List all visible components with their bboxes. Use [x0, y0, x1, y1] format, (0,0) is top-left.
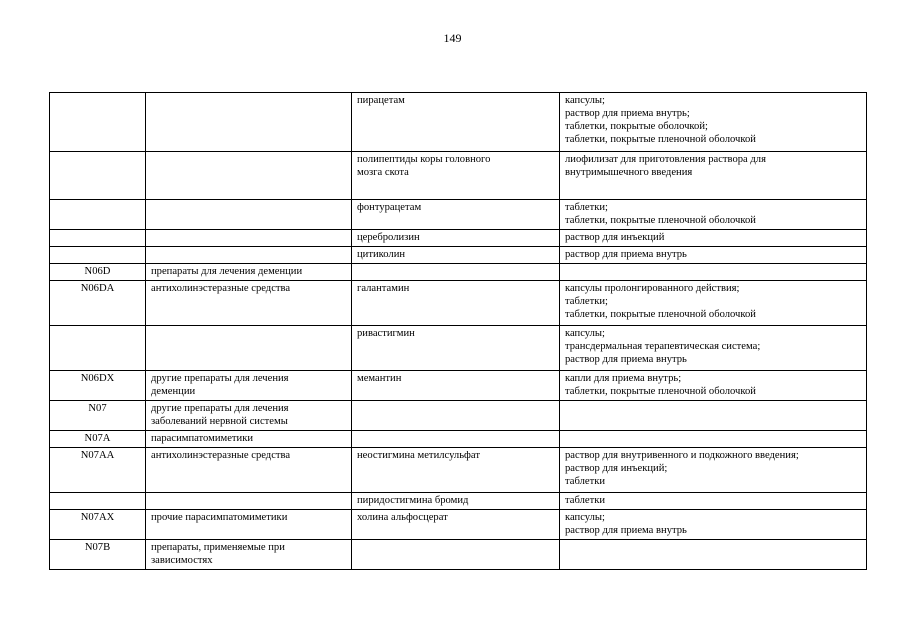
cell-line: лиофилизат для приготовления раствора для	[565, 154, 766, 165]
drug-name-cell	[352, 493, 560, 510]
group-name-cell	[146, 152, 352, 200]
dosage-forms-cell	[560, 93, 867, 152]
group-name-cell	[146, 493, 352, 510]
cell-line: ривастигмин	[357, 328, 415, 339]
dosage-forms-cell	[560, 326, 867, 371]
group-name-cell	[146, 431, 352, 448]
table-row	[50, 247, 867, 264]
atc-code-cell	[50, 326, 146, 371]
cell-line: таблетки, покрытые пленочной оболочкой	[565, 215, 756, 226]
cell-line: таблетки	[565, 495, 606, 506]
cell-line: внутримышечного введения	[565, 167, 693, 178]
table-row	[50, 93, 867, 152]
dosage-forms-cell	[560, 152, 867, 200]
dosage-forms-cell	[560, 401, 867, 431]
cell-line: антихолинэстеразные средства	[151, 450, 291, 461]
group-name-cell	[146, 230, 352, 247]
drug-name-cell	[352, 540, 560, 570]
dosage-forms-cell	[560, 281, 867, 326]
atc-code-cell	[50, 200, 146, 230]
drug-name-cell	[352, 264, 560, 281]
cell-line: трансдермальная терапевтическая система;	[565, 341, 761, 352]
dosage-forms-cell	[560, 493, 867, 510]
drug-name-cell	[352, 448, 560, 493]
cell-line: раствор для приема внутрь;	[565, 108, 690, 119]
atc-code-cell: N06DA	[50, 281, 146, 326]
cell-line: раствор для приема внутрь	[565, 525, 687, 536]
cell-line: таблетки, покрытые пленочной оболочкой	[565, 134, 756, 145]
drug-name-cell	[352, 281, 560, 326]
group-name-cell	[146, 540, 352, 570]
atc-code-cell	[50, 247, 146, 264]
atc-code-cell	[50, 152, 146, 200]
dosage-forms-cell	[560, 230, 867, 247]
cell-line: раствор для приема внутрь	[565, 354, 687, 365]
table-row	[50, 281, 867, 326]
cell-line: капсулы;	[565, 328, 605, 339]
group-name-cell	[146, 448, 352, 493]
atc-code-cell: N07AA	[50, 448, 146, 493]
drug-name-cell	[352, 510, 560, 540]
cell-line: таблетки, покрытые оболочкой;	[565, 121, 708, 132]
cell-line: раствор для инъекций;	[565, 463, 668, 474]
cell-line: препараты для лечения деменции	[151, 266, 303, 277]
cell-line: пирацетам	[357, 95, 405, 106]
cell-line: капли для приема внутрь;	[565, 373, 682, 384]
cell-line: таблетки;	[565, 296, 608, 307]
cell-line: заболеваний нервной системы	[151, 416, 288, 427]
table-row	[50, 431, 867, 448]
drug-name-cell	[352, 230, 560, 247]
cell-line: другие препараты для лечения	[151, 373, 289, 384]
group-name-cell	[146, 200, 352, 230]
table-row	[50, 326, 867, 371]
atc-code-cell: N07B	[50, 540, 146, 570]
drug-name-cell	[352, 326, 560, 371]
cell-line: таблетки	[565, 476, 606, 487]
drug-name-cell	[352, 152, 560, 200]
drug-name-cell	[352, 247, 560, 264]
table-row	[50, 493, 867, 510]
cell-line: прочие парасимпатомиметики	[151, 512, 288, 523]
cell-line: раствор для приема внутрь	[565, 249, 687, 260]
group-name-cell	[146, 264, 352, 281]
dosage-forms-cell	[560, 200, 867, 230]
table-row	[50, 448, 867, 493]
group-name-cell	[146, 326, 352, 371]
cell-line: другие препараты для лечения	[151, 403, 289, 414]
dosage-forms-cell	[560, 247, 867, 264]
cell-line: раствор для внутривенного и подкожного введения;	[565, 450, 799, 461]
cell-line: мозга скота	[357, 167, 409, 178]
atc-code-cell: N06D	[50, 264, 146, 281]
cell-line: неостигмина метилсульфат	[357, 450, 480, 461]
group-name-cell	[146, 281, 352, 326]
cell-line: таблетки, покрытые пленочной оболочкой	[565, 309, 756, 320]
group-name-cell	[146, 510, 352, 540]
cell-line: капсулы;	[565, 95, 605, 106]
cell-line: церебролизин	[357, 232, 420, 243]
table-row	[50, 152, 867, 200]
drug-table	[49, 92, 867, 570]
cell-line: полипептиды коры головного	[357, 154, 491, 165]
atc-code-cell: N07A	[50, 431, 146, 448]
cell-line: раствор для инъекций	[565, 232, 665, 243]
dosage-forms-cell	[560, 540, 867, 570]
cell-line: цитиколин	[357, 249, 406, 260]
cell-line: таблетки;	[565, 202, 608, 213]
cell-line: холина альфосцерат	[357, 512, 448, 523]
dosage-forms-cell	[560, 371, 867, 401]
cell-line: препараты, применяемые при	[151, 542, 285, 553]
cell-line: пиридостигмина бромид	[357, 495, 469, 506]
page-number: 149	[443, 31, 462, 45]
cell-line: мемантин	[357, 373, 402, 384]
table-row	[50, 371, 867, 401]
group-name-cell	[146, 401, 352, 431]
atc-code-cell	[50, 93, 146, 152]
dosage-forms-cell	[560, 431, 867, 448]
cell-line: парасимпатомиметики	[151, 433, 254, 444]
table-row	[50, 401, 867, 431]
group-name-cell	[146, 93, 352, 152]
table-row	[50, 200, 867, 230]
table-row	[50, 230, 867, 247]
group-name-cell	[146, 371, 352, 401]
drug-name-cell	[352, 200, 560, 230]
table-row	[50, 510, 867, 540]
cell-line: галантамин	[357, 283, 410, 294]
dosage-forms-cell	[560, 448, 867, 493]
cell-line: антихолинэстеразные средства	[151, 283, 291, 294]
atc-code-cell: N07AX	[50, 510, 146, 540]
dosage-forms-cell	[560, 510, 867, 540]
atc-code-cell	[50, 493, 146, 510]
table-row	[50, 540, 867, 570]
drug-name-cell	[352, 371, 560, 401]
atc-code-cell: N06DX	[50, 371, 146, 401]
table-body	[50, 93, 867, 570]
cell-line: фонтурацетам	[357, 202, 422, 213]
cell-line: капсулы пролонгированного действия;	[565, 283, 740, 294]
cell-line: деменции	[151, 386, 196, 397]
atc-code-cell	[50, 230, 146, 247]
drug-name-cell	[352, 431, 560, 448]
dosage-forms-cell	[560, 264, 867, 281]
cell-line: капсулы;	[565, 512, 605, 523]
group-name-cell	[146, 247, 352, 264]
atc-code-cell: N07	[50, 401, 146, 431]
cell-line: таблетки, покрытые пленочной оболочкой	[565, 386, 756, 397]
drug-name-cell	[352, 401, 560, 431]
drug-name-cell	[352, 93, 560, 152]
cell-line: зависимостях	[151, 555, 213, 566]
table-row	[50, 264, 867, 281]
